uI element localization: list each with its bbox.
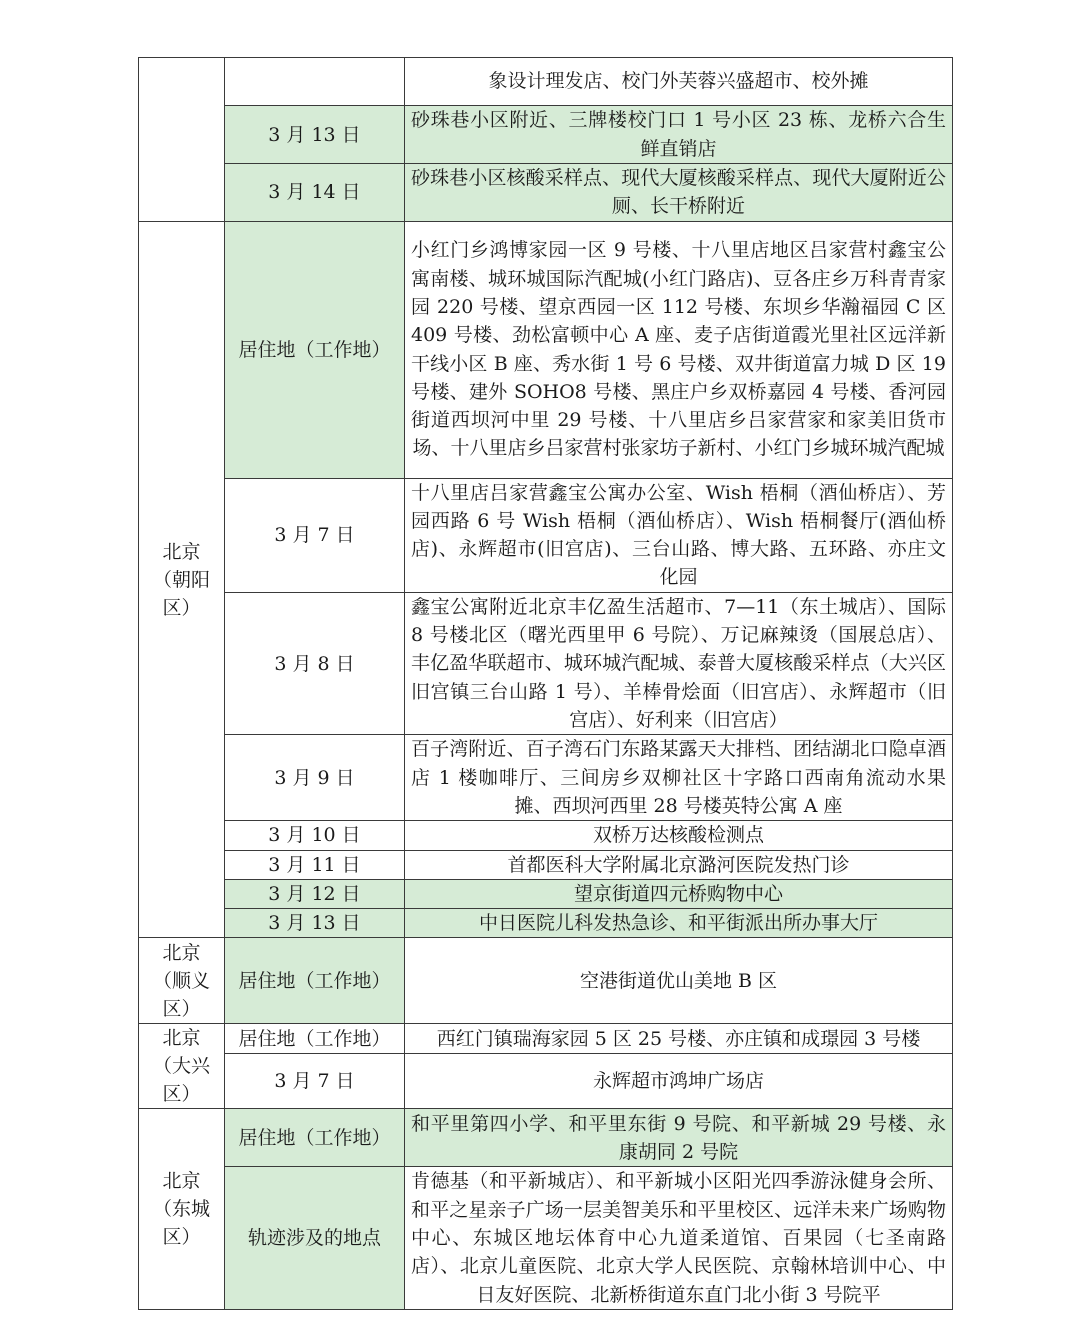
region-cell-dongcheng [139, 1109, 225, 1309]
table-row [139, 1167, 953, 1309]
region-line: 北京 [162, 1170, 201, 1193]
date-cell: 轨迹涉及的地点 [225, 1167, 405, 1309]
places-cell: 望京街道四元桥购物中心 [405, 879, 953, 908]
region-line: 北京 [162, 1027, 201, 1050]
table-row [139, 478, 953, 592]
table-row [139, 106, 953, 164]
places-cell: 十八里店吕家营鑫宝公寓办公室、Wish 梧桐（酒仙桥店）、芳园西路 6 号 Wish 梧桐（酒仙桥店）、Wish 梧桐餐厅(酒仙桥店)、永辉超市(旧宫店)、三台山路、博大路、五环路、亦庄文化园 [405, 478, 953, 592]
places-cell: 西红门镇瑞海家园 5 区 25 号楼、亦庄镇和成璟园 3 号楼 [405, 1024, 953, 1054]
places-cell: 和平里第四小学、和平里东街 9 号院、和平新城 29 号楼、永康胡同 2 号院 [405, 1109, 953, 1167]
region-line: 北京 [162, 540, 201, 563]
region-line: 区） [162, 997, 201, 1020]
places-cell: 肯德基（和平新城店）、和平新城小区阳光四季游泳健身会所、和平之星亲子广场一层美智美乐和平里校区、远洋未来广场购物中心、东城区地坛体育中心九道柔道馆、百果园（七圣南路店）、北京儿童医院、北京大学人民医院、京翰林培训中心、中日友好医院、北新桥街道东直门北小街 3 号院平 [405, 1167, 953, 1309]
date-cell: 3 月 13 日 [225, 909, 405, 938]
region-line: 区） [162, 1083, 201, 1106]
places-cell: 砂珠巷小区核酸采样点、现代大厦核酸采样点、现代大厦附近公厕、长干桥附近 [405, 164, 953, 222]
date-cell: 居住地（工作地） [225, 938, 405, 1024]
places-cell: 鑫宝公寓附近北京丰亿盈生活超市、7—11（东土城店）、国际 8 号楼北区（曙光西里甲 6 号院）、万记麻辣烫（国展总店）、丰亿盈华联超市、城环城汽配城、泰普大厦核酸采样点（大兴区旧宫镇三台山路 1 号）、羊棒骨烩面（旧宫店）、永辉超市（旧宫店）、好利来（旧宫店） [405, 592, 953, 734]
date-cell: 3 月 10 日 [225, 821, 405, 850]
table-row [139, 938, 953, 1024]
places-cell: 永辉超市鸿坤广场店 [405, 1054, 953, 1109]
region-cell-chaoyang [139, 221, 225, 938]
table-row [139, 735, 953, 821]
table-row [139, 1024, 953, 1054]
region-line: （大兴 [152, 1055, 210, 1078]
date-cell: 3 月 8 日 [225, 592, 405, 734]
date-cell: 3 月 11 日 [225, 850, 405, 879]
region-cell-continued [139, 58, 225, 222]
table-row [139, 164, 953, 222]
table-row [139, 592, 953, 734]
region-line: 区） [162, 596, 201, 619]
table-row [139, 58, 953, 106]
places-cell: 空港街道优山美地 B 区 [405, 938, 953, 1024]
table-row [139, 909, 953, 938]
places-cell: 砂珠巷小区附近、三牌楼校门口 1 号小区 23 栋、龙桥六合生鲜直销店 [405, 106, 953, 164]
region-cell-daxing [139, 1024, 225, 1109]
places-cell: 双桥万达核酸检测点 [405, 821, 953, 850]
date-cell: 3 月 12 日 [225, 879, 405, 908]
table-row [139, 821, 953, 850]
table-row [139, 879, 953, 908]
places-cell: 中日医院儿科发热急诊、和平街派出所办事大厅 [405, 909, 953, 938]
date-cell: 3 月 9 日 [225, 735, 405, 821]
date-cell: 3 月 7 日 [225, 478, 405, 592]
places-cell: 百子湾附近、百子湾石门东路某露天大排档、团结湖北口隐卓酒店 1 楼咖啡厅、三间房乡双柳社区十字路口西南角流动水果摊、西坝河西里 28 号楼英特公寓 A 座 [405, 735, 953, 821]
date-cell: 居住地（工作地） [225, 221, 405, 478]
region-line: 区） [162, 1226, 201, 1249]
table-row [139, 221, 953, 478]
places-cell: 象设计理发店、校门外芙蓉兴盛超市、校外摊 [405, 58, 953, 106]
date-cell: 3 月 13 日 [225, 106, 405, 164]
places-cell: 首都医科大学附属北京潞河医院发热门诊 [405, 850, 953, 879]
region-line: （顺义 [152, 969, 210, 992]
region-line: （东城 [152, 1198, 210, 1221]
region-cell-shunyi [139, 938, 225, 1024]
table-row [139, 1109, 953, 1167]
places-cell: 小红门乡鸿博家园一区 9 号楼、十八里店地区吕家营村鑫宝公寓南楼、城环城国际汽配城(小红门路店)、豆各庄乡万科青青家园 220 号楼、望京西园一区 112 号楼、东坝乡华瀚福园 C 区 409 号楼、劲松富顿中心 A 座、麦子店街道霞光里社区远洋新干线小区 B 座、秀水街 1 号 6 号楼、双井街道富力城 D 区 19 号楼、建外 SOHO8 号楼、黑庄户乡双桥嘉园 4 号楼、香河园街道西坝河中里 29 号楼、十八里店乡吕家营家和家美旧货市场、十八里店乡吕家营村张家坊子新村、小红门乡城环城汽配城 [405, 221, 953, 478]
date-cell: 3 月 14 日 [225, 164, 405, 222]
region-line: （朝阳 [152, 568, 210, 591]
table-row [139, 850, 953, 879]
region-line: 北京 [162, 941, 201, 964]
date-cell: 3 月 7 日 [225, 1054, 405, 1109]
itinerary-table [138, 57, 953, 1310]
date-cell: 居住地（工作地） [225, 1024, 405, 1054]
table-row [139, 1054, 953, 1109]
date-cell: 居住地（工作地） [225, 1109, 405, 1167]
date-cell [225, 58, 405, 106]
